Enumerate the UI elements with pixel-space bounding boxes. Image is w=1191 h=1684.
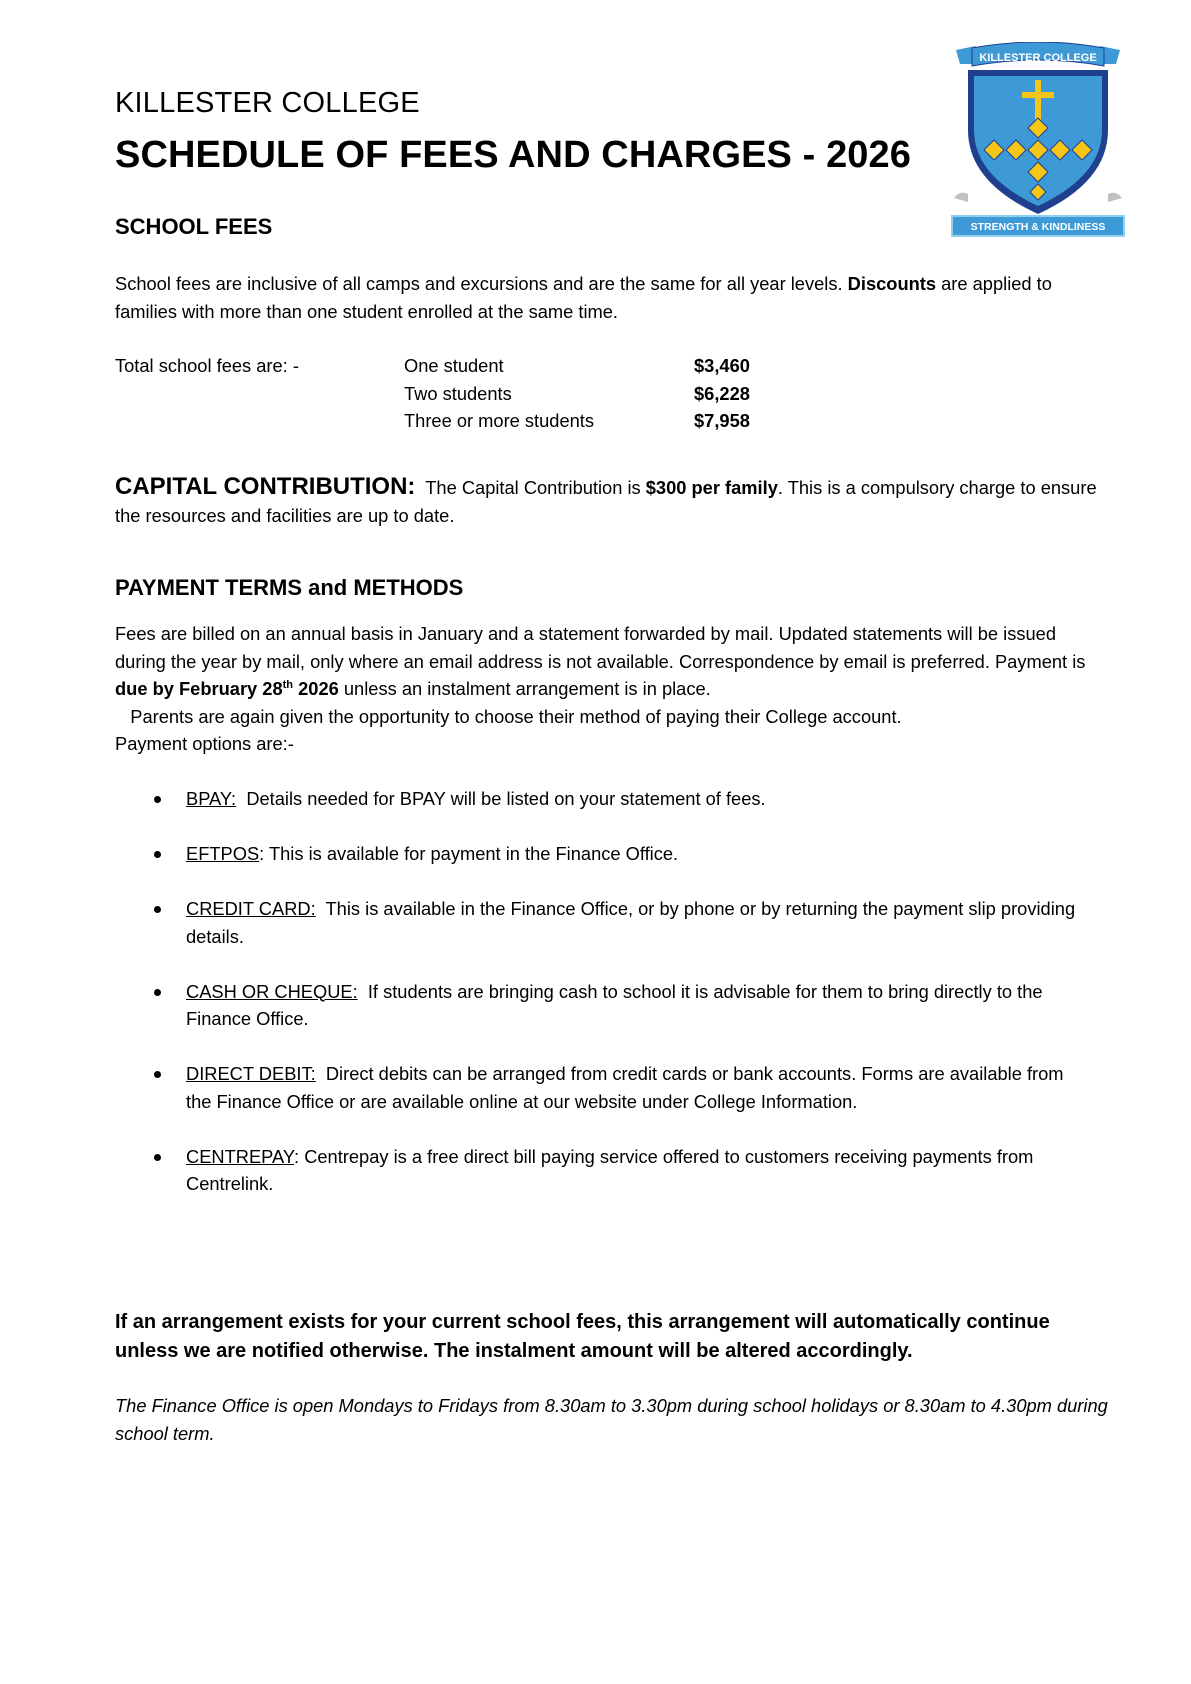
method-desc: Details needed for BPAY will be listed on your statement of fees. (246, 788, 766, 809)
discounts-emphasis: Discounts (847, 273, 937, 294)
bullet-icon (154, 851, 161, 858)
fee-row-label: Three or more students (404, 410, 595, 431)
school-fees-heading: SCHOOL FEES (115, 214, 273, 239)
method-name: CENTREPAY (186, 1145, 295, 1167)
capital-contribution (115, 473, 1115, 530)
arrangement-notice: If an arrangement exists for your current school fees, this arrangement will automatically continue unless we are notified otherwise. The instalment amount will be altered accordingly. (115, 1311, 1050, 1362)
fee-row-amount: $6,228 (694, 382, 750, 404)
fee-row (404, 380, 750, 408)
method-name: CASH OR CHEQUE: (186, 980, 358, 1002)
method-name: CREDIT CARD: (186, 898, 316, 919)
school-fees-intro (115, 270, 1100, 325)
document-title: SCHEDULE OF FEES AND CHARGES - 2026 (115, 134, 912, 176)
payment-method-item (150, 978, 1090, 1033)
payment-method-item (150, 1143, 1090, 1198)
method-desc: This is available in the Finance Office, or by phone or by returning the payment slip providing details. (186, 898, 1076, 947)
capital-amount: $300 per family (645, 477, 778, 498)
payment-heading: PAYMENT TERMS and METHODS (115, 575, 464, 600)
fee-row (404, 407, 750, 435)
payment-method-item (150, 840, 1090, 868)
method-desc: Direct debits can be arranged from credit cards or bank accounts. Forms are available from the Finance Office or are available online at our website under College Information. (186, 1063, 1064, 1112)
bullet-icon (154, 906, 161, 913)
method-name: EFTPOS (186, 843, 260, 864)
crest-banner-text: KILLESTER COLLEGE (979, 52, 1097, 64)
payment-terms-text (115, 620, 1100, 758)
fee-row-label: One student (404, 355, 504, 376)
payment-options-label: Payment options are:- (115, 733, 294, 754)
fee-row-amount: $7,958 (694, 410, 750, 431)
bullet-icon (154, 1154, 161, 1161)
intro-text-part: are applied to families with more than one student enrolled at the same time. (115, 273, 1052, 322)
payment-method-item (150, 1060, 1090, 1115)
finance-office-hours: The Finance Office is open Mondays to Fridays from 8.30am to 3.30pm during school holidays or 8.30am to 4.30pm during school term. (115, 1395, 1108, 1444)
fee-table (404, 352, 750, 435)
method-name: DIRECT DEBIT: (186, 1063, 316, 1084)
payment-due-date: due by February 28th 2026 (115, 678, 339, 699)
payment-method-item (150, 895, 1090, 950)
payment-text-part: Fees are billed on an annual basis in January and a statement forwarded by mail. Updated statements will be issued during the year by mail, only where an email address is not available. Correspondence by email is preferred. Payment is (115, 623, 1086, 672)
bullet-icon (154, 796, 161, 803)
crest-motto: STRENGTH & KINDLINESS (970, 221, 1106, 233)
college-crest-logo (950, 42, 1126, 238)
bullet-icon (154, 989, 161, 996)
method-desc: If students are bringing cash to school it is advisable for them to bring directly to the Finance Office. (186, 980, 1043, 1029)
payment-text-part: Parents are again given the opportunity to choose their method of paying their College account. (130, 705, 902, 727)
fee-row-amount: $3,460 (694, 355, 750, 376)
intro-text-part: School fees are inclusive of all camps and excursions and are the same for all year levels. (115, 273, 843, 294)
fee-row (404, 352, 750, 380)
payment-text-part: unless an instalment arrangement is in place. (343, 678, 711, 699)
capital-text-part: The Capital Contribution is (425, 477, 641, 498)
fee-row-label: Two students (404, 382, 512, 404)
method-desc: : This is available for payment in the Finance Office. (259, 843, 679, 864)
capital-text-part: . This is a compulsory charge to ensure the resources and facilities are up to date. (115, 477, 1097, 526)
payment-method-item (150, 785, 1090, 813)
total-fees-label: Total school fees are: - (115, 355, 299, 376)
capital-contribution-heading: CAPITAL CONTRIBUTION: (115, 473, 416, 500)
method-desc: : Centrepay is a free direct bill paying service offered to customers receiving payments from Centrelink. (186, 1145, 1034, 1194)
bullet-icon (154, 1071, 161, 1078)
payment-methods-list (150, 785, 1090, 1198)
method-name: BPAY: (186, 788, 237, 809)
college-name: KILLESTER COLLEGE (115, 87, 420, 119)
